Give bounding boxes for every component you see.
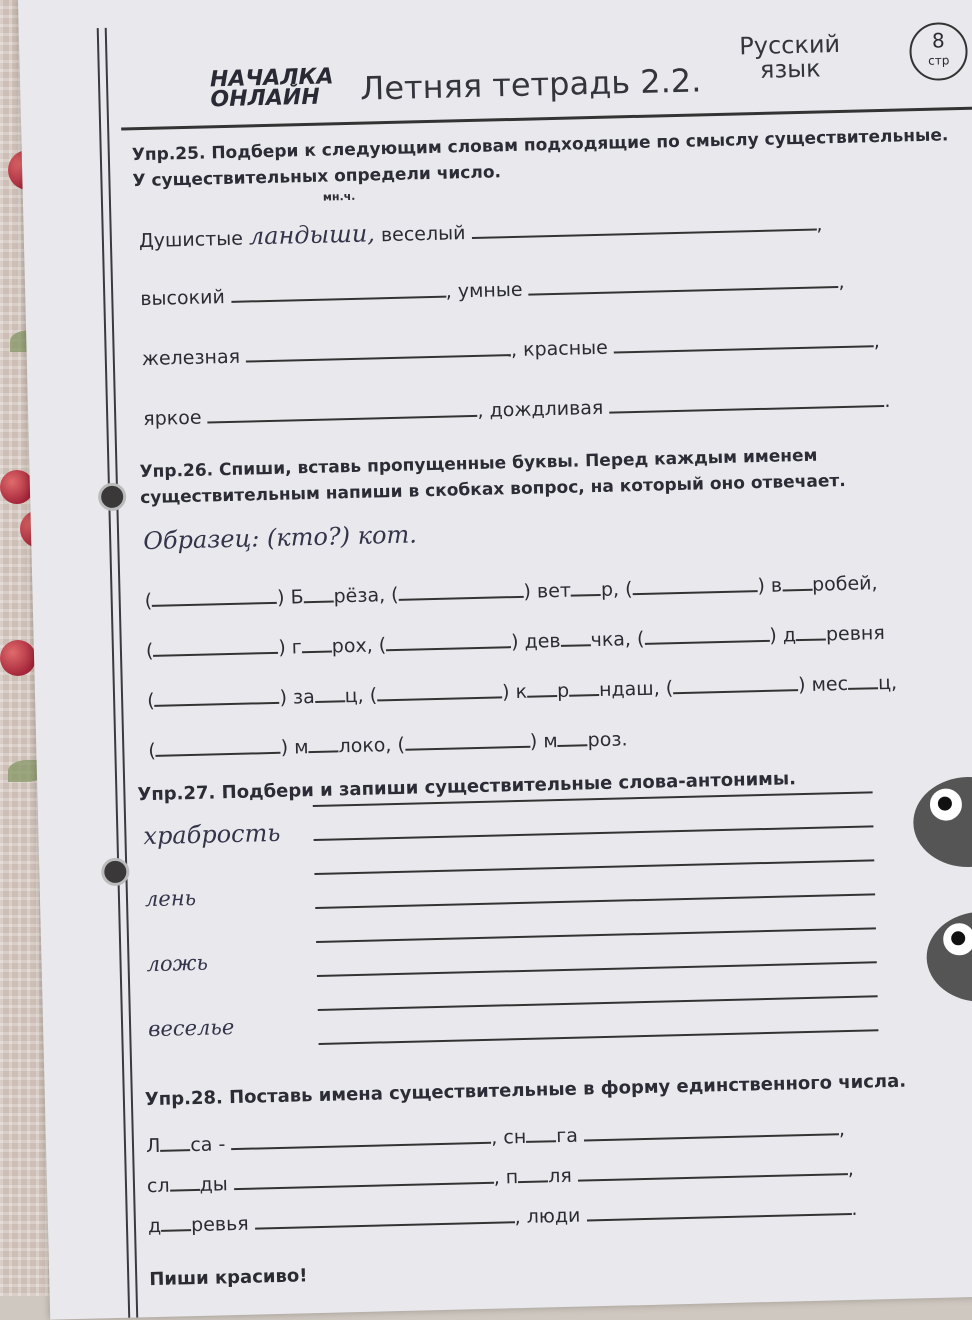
letter-blank[interactable] <box>308 732 338 753</box>
ex28-row-2: сл ды , п ля , <box>147 1155 854 1197</box>
word-part: робей, <box>811 572 878 596</box>
word-part: к <box>515 680 528 704</box>
answer-line[interactable] <box>254 1203 514 1229</box>
ex25-handwritten-answer: ландыши, <box>248 219 376 251</box>
question-blank[interactable] <box>405 728 530 751</box>
question-blank[interactable] <box>673 671 798 694</box>
ex25-row-2: высокий , умные , <box>140 268 845 310</box>
answer-line[interactable] <box>577 1155 847 1182</box>
ex25-word: яркое <box>143 406 202 431</box>
antonym-word: храбрость <box>143 818 281 851</box>
word-part: д <box>782 624 797 647</box>
answer-line[interactable] <box>315 893 875 909</box>
answer-line[interactable] <box>231 1124 491 1150</box>
answer-line[interactable] <box>314 859 874 875</box>
word-part: р, <box>600 578 620 601</box>
worksheet-page <box>18 0 972 1320</box>
answer-line[interactable] <box>233 1164 493 1190</box>
exercise-26-task: Упр.26. Спиши, вставь пропущенные буквы. Перед каждым именем существительным напиши в скобках вопрос, на который оно отвечает. <box>139 445 846 509</box>
frog-happy-illustration <box>912 776 972 869</box>
answer-line[interactable] <box>314 825 874 841</box>
antonym-word: веселье <box>147 1015 235 1042</box>
ex25-word: красные <box>522 336 609 361</box>
brand-logo <box>209 64 334 113</box>
footer-note: Пиши красиво! <box>149 1265 308 1291</box>
letter-blank[interactable] <box>314 682 344 703</box>
frog-pupil <box>951 931 965 945</box>
question-blank[interactable] <box>377 678 502 701</box>
exercise-28-task: Упр.28. Поставь имена существительные в форму единственного числа. <box>144 1070 907 1111</box>
ex25-word: Душистые <box>138 227 244 253</box>
letter-blank[interactable] <box>560 626 590 647</box>
word-part: м <box>293 736 309 759</box>
word-part: Л <box>145 1134 161 1158</box>
frog-eye <box>926 785 965 824</box>
letter-blank[interactable] <box>557 726 587 747</box>
word-part: г <box>291 636 303 659</box>
question-blank[interactable] <box>154 684 279 707</box>
word-part: п <box>505 1166 519 1189</box>
answer-line[interactable] <box>528 268 838 296</box>
word-part: мес <box>811 672 849 696</box>
page-number: 8 <box>931 28 945 53</box>
ex25-word: высокий <box>140 286 226 311</box>
exercise-25-task: Упр.25. Подбери к следующим словам подходящие по смыслу существительные. У существительных определи число. <box>131 125 949 192</box>
ex26-row-2: ( ) г рох, ( ) дев чка, ( ) д ревня <box>145 622 886 663</box>
word-part: га <box>555 1124 579 1148</box>
ex25-row-3: железная , красные , <box>141 327 880 370</box>
word-part: Б <box>290 586 304 609</box>
ex28-row-3: д ревья , люди . <box>148 1195 858 1237</box>
subject-line2: язык <box>759 54 821 84</box>
word-part: ревья <box>190 1212 249 1237</box>
subject-line1: Русский <box>739 29 841 61</box>
answer-line[interactable] <box>319 1029 879 1045</box>
answer-line[interactable] <box>316 927 876 943</box>
word-part: ндаш, <box>598 677 660 702</box>
word-part: люди <box>526 1204 581 1228</box>
letter-blank[interactable] <box>526 1122 556 1143</box>
number-note: мн.ч. <box>322 189 356 204</box>
ex26-row-3: ( ) за ц, ( ) к р ндаш, ( ) мес ц, <box>147 669 897 712</box>
answer-line[interactable] <box>614 327 874 353</box>
word-part: за <box>292 685 316 709</box>
answer-line[interactable] <box>584 1115 839 1141</box>
word-part: роз. <box>587 728 628 752</box>
word-part: вет <box>536 579 572 603</box>
answer-line[interactable] <box>246 336 511 362</box>
letter-blank[interactable] <box>571 576 601 597</box>
word-part: ревня <box>825 622 886 646</box>
frog-pupil <box>938 796 952 810</box>
logo-line2: ОНЛАЙН <box>210 84 321 113</box>
question-blank[interactable] <box>153 634 278 657</box>
ex28-row-1: Л са - , сн га , <box>146 1115 845 1157</box>
letter-blank[interactable] <box>782 571 812 592</box>
question-blank[interactable] <box>155 734 280 757</box>
word-part: сл <box>146 1174 170 1198</box>
letter-blank[interactable] <box>161 1211 191 1232</box>
ex25-row-4: яркое , дождливая . <box>143 387 891 430</box>
word-part: д <box>147 1214 162 1238</box>
word-part: са - <box>190 1133 226 1157</box>
question-blank[interactable] <box>398 578 523 601</box>
word-part: м <box>543 730 558 753</box>
answer-line[interactable] <box>471 211 816 239</box>
ex25-word: дождливая <box>489 396 604 422</box>
ex25-word: веселый <box>380 222 466 247</box>
frog-sad-illustration <box>926 910 972 1003</box>
word-part: рох, <box>331 634 373 658</box>
letter-blank[interactable] <box>796 620 826 641</box>
antonym-word: ложь <box>146 950 209 977</box>
answer-line[interactable] <box>318 995 878 1011</box>
word-part: ц, <box>344 684 364 708</box>
answer-line[interactable] <box>317 961 877 977</box>
page-number-badge <box>909 22 968 81</box>
ex26-row-4: ( ) м локо, ( ) м роз. <box>148 725 628 762</box>
question-blank[interactable] <box>386 628 511 651</box>
question-blank[interactable] <box>644 622 769 645</box>
letter-blank[interactable] <box>160 1131 190 1152</box>
ex25-word: железная <box>141 345 241 371</box>
word-part: ды <box>199 1173 228 1196</box>
binder-hole <box>98 483 127 512</box>
page-title: Летняя тетрадь 2.2. <box>359 61 702 108</box>
letter-blank[interactable] <box>301 633 331 654</box>
exercise-27-task: Упр.27. Подбери и запиши существительные слова-антонимы. <box>137 768 797 806</box>
subject-label <box>739 29 841 84</box>
margin-line <box>97 28 131 1318</box>
answer-line[interactable] <box>207 397 477 424</box>
letter-blank[interactable] <box>303 582 333 603</box>
word-part: рёза, <box>333 584 386 608</box>
answer-line[interactable] <box>609 387 884 414</box>
word-part: ц, <box>877 671 898 695</box>
letter-blank[interactable] <box>527 677 557 698</box>
answer-line[interactable] <box>586 1195 851 1221</box>
logo-line1: НАЧАЛКА <box>209 64 334 93</box>
answer-line[interactable] <box>230 278 445 303</box>
question-blank[interactable] <box>152 584 277 607</box>
ex26-sample: Образец: (кто?) кот. <box>142 520 418 556</box>
ex25-row-1: Душистые ландыши, веселый , <box>139 208 823 253</box>
letter-blank[interactable] <box>518 1162 548 1183</box>
antonym-word: лень <box>144 885 197 912</box>
page-unit: стр <box>927 53 950 68</box>
letter-blank[interactable] <box>169 1171 199 1192</box>
ex26-row-1: ( ) Б рёза, ( ) вет р, ( ) в робей, <box>144 572 878 613</box>
frog-eye <box>940 920 972 959</box>
word-part: сн <box>503 1125 527 1149</box>
word-part: в <box>770 574 783 597</box>
letter-blank[interactable] <box>569 676 599 697</box>
word-part: чка, <box>590 628 632 652</box>
word-part: локо, <box>338 734 392 758</box>
cherry-pattern <box>0 640 36 676</box>
ex25-word: умные <box>457 278 523 303</box>
word-part: дев <box>524 629 561 653</box>
word-part: р <box>556 679 570 703</box>
question-blank[interactable] <box>632 572 757 595</box>
word-part: ля <box>547 1164 573 1188</box>
letter-blank[interactable] <box>848 669 878 690</box>
margin-line <box>105 28 139 1318</box>
